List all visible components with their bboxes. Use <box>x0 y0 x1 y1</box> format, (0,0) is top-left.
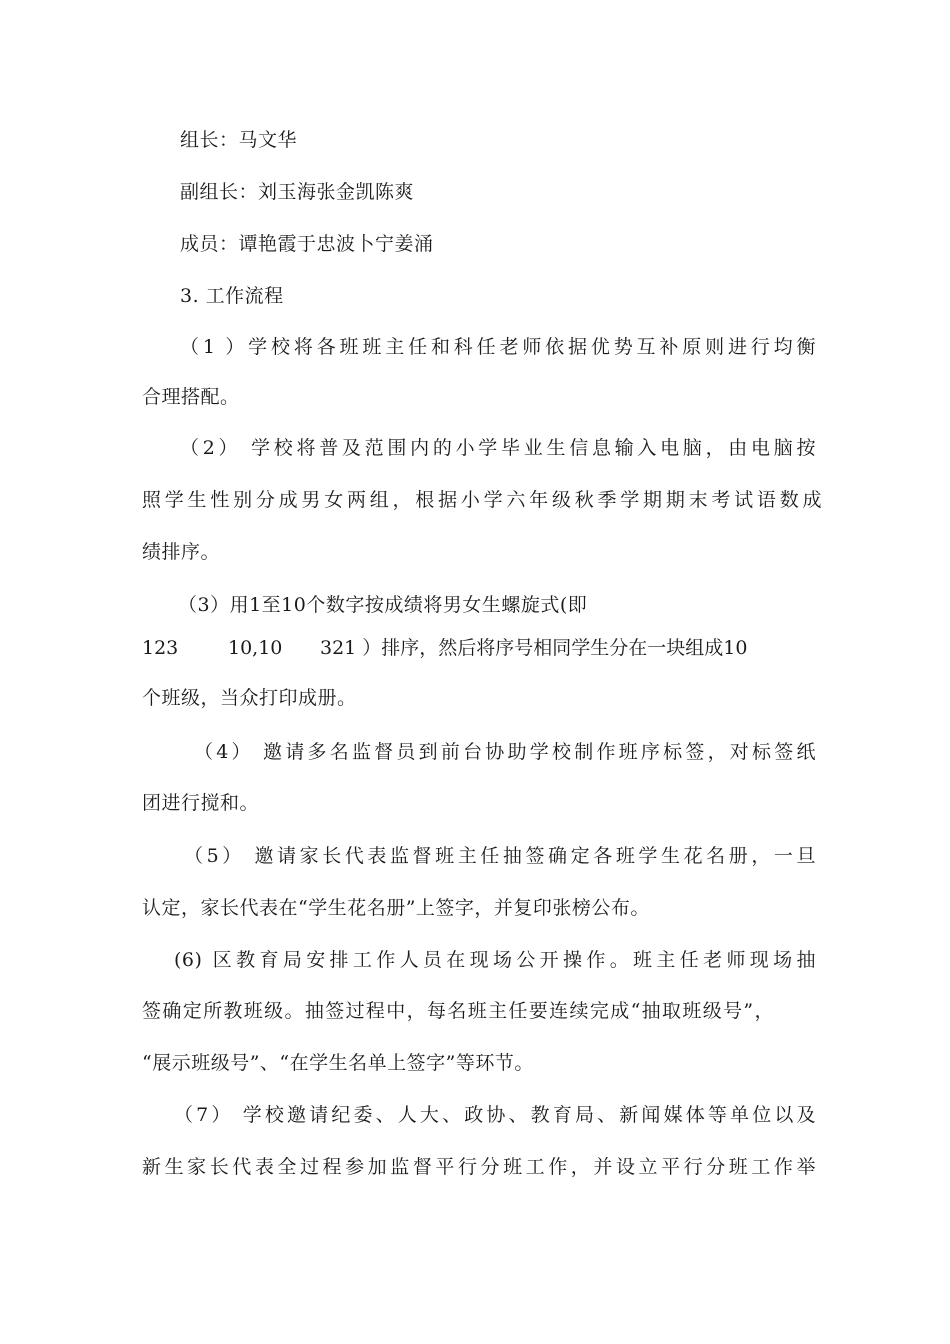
step-3-line-1: （3）用1至10个数字按成绩将男女生螺旋式(即 <box>178 594 588 616</box>
deputy-leader-line: 副组长：刘玉海张金凯陈爽 <box>180 181 415 203</box>
step-3-sequence-middle: 10,10 <box>228 637 283 659</box>
step-1-line-2: 合理搭配。 <box>142 386 240 408</box>
step-2-line-3: 绩排序。 <box>142 541 221 563</box>
step-3-sequence-end: 321 ）排序，然后将序号相同学生分在一块组成10 <box>320 637 748 659</box>
group-leader-line: 组长：马文华 <box>180 129 298 151</box>
step-2-line-1: （2） 学校将普及范围内的小学毕业生信息输入电脑，由电脑按 <box>180 437 816 459</box>
step-6-line-1: (6) 区教育局安排工作人员在现场公开操作。班主任老师现场抽 <box>174 949 816 971</box>
step-5-line-1: （5） 邀请家长代表监督班主任抽签确定各班学生花名册，一旦 <box>184 845 816 867</box>
step-6-line-3: “展示班级号”、“在学生名单上签字”等环节。 <box>142 1052 534 1074</box>
step-7-line-2: 新生家长代表全过程参加监督平行分班工作，并设立平行分班工作举 <box>142 1156 816 1178</box>
step-1-line-1: （1 ）学校将各班班主任和科任老师依据优势互补原则进行均衡 <box>180 336 816 358</box>
step-5-line-2: 认定，家长代表在“学生花名册”上签字，并复印张榜公布。 <box>142 897 650 919</box>
section-heading: 3. 工作流程 <box>180 285 284 307</box>
step-4-line-1: （4） 邀请多名监督员到前台协助学校制作班序标签，对标签纸 <box>194 741 816 763</box>
step-3-line-3: 个班级，当众打印成册。 <box>142 687 357 709</box>
step-7-line-1: （7） 学校邀请纪委、人大、政协、教育局、新闻媒体等单位以及 <box>174 1104 816 1126</box>
step-4-line-2: 团进行搅和。 <box>142 792 260 814</box>
step-2-line-2: 照学生性别分成男女两组，根据小学六年级秋季学期期末考试语数成 <box>142 489 822 511</box>
step-6-line-2: 签确定所教班级。抽签过程中，每名班主任要连续完成“抽取班级号”， <box>142 1000 774 1022</box>
step-3-sequence-start: 123 <box>142 637 179 659</box>
members-line: 成员：谭艳霞于忠波卜宁姜涌 <box>180 233 434 255</box>
